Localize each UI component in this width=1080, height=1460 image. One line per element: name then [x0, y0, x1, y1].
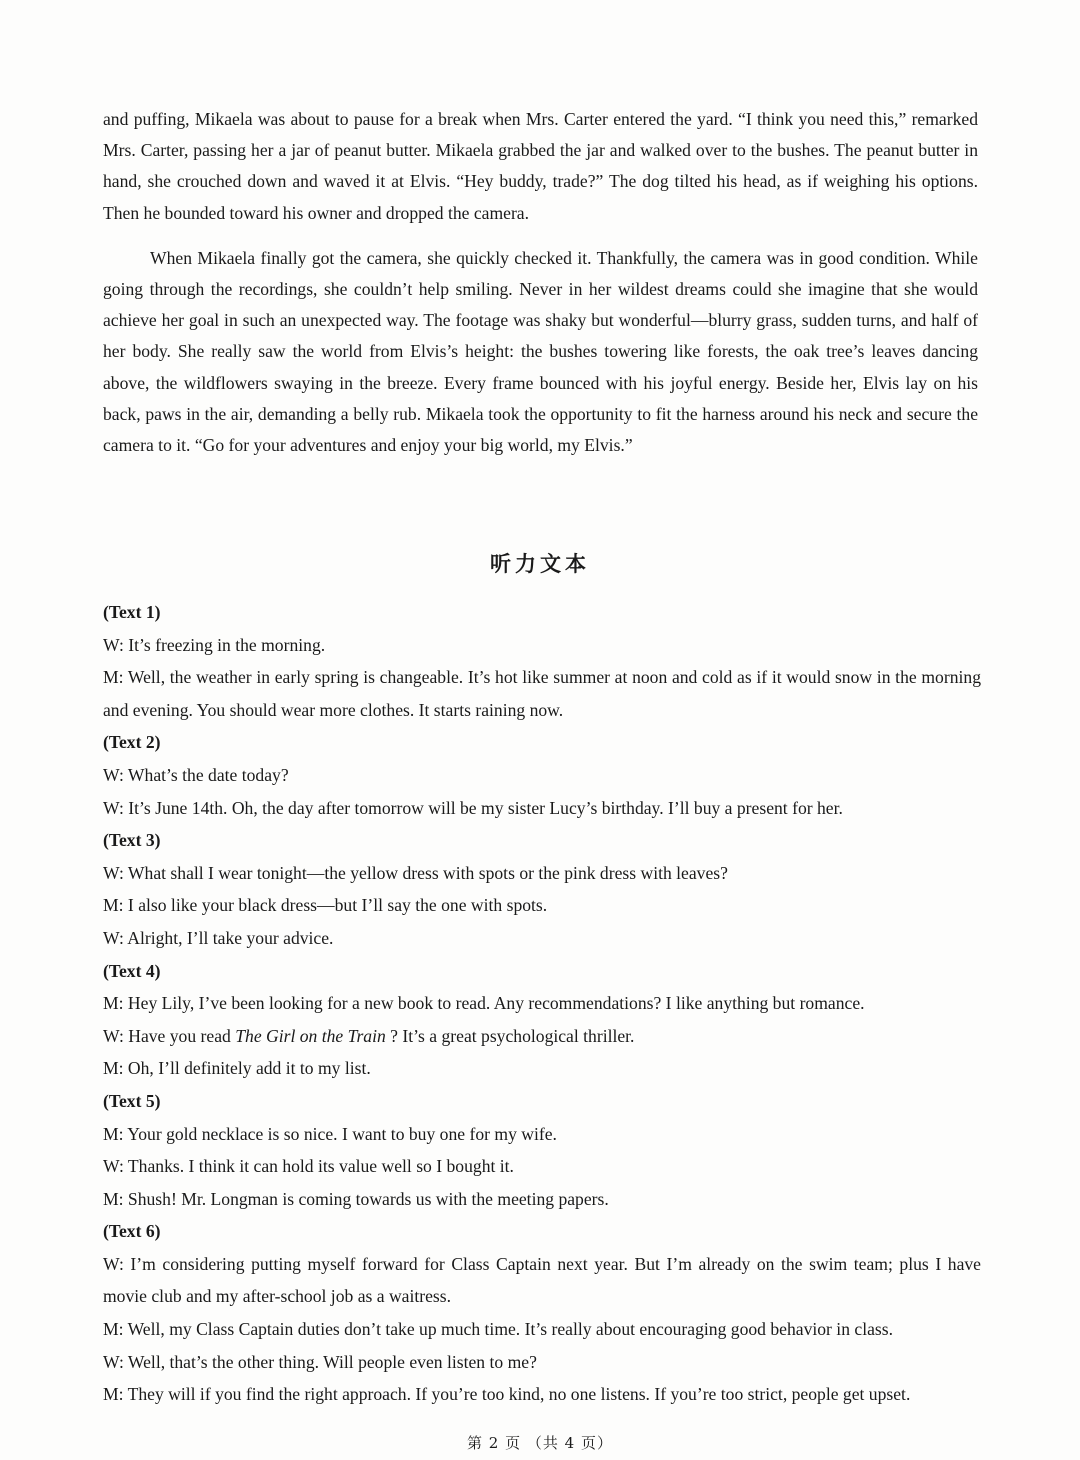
story-paragraph: When Mikaela finally got the camera, she quickly checked it. Thankfully, the camera was in good condition. While going through the recordings, she couldn’t help smiling. Never in her wildest dreams could she imagine that she would achieve her goal in such an unexpected way. The footage was shaky but wonderful—blurry grass, sudden turns, and half of her body. She really saw the world from Elvis’s height: the bushes towering like forests, the oak tree’s leaves dancing above, the wildflowers swaying in the breeze. Every frame bounced with his joyful energy. Beside her, Elvis lay on his back, paws in the air, demanding a belly rub. Mikaela took the opportunity to fit the harness around his neck and secure the camera to it. “Go for your adventures and enjoy your big world, my Elvis.”	[103, 247, 978, 456]
text-heading: (Text 6)	[103, 1221, 161, 1242]
dialogue-line: W: Well, that’s the other thing. Will people even listen to me?	[103, 1351, 537, 1372]
listening-transcript	[103, 596, 981, 1411]
text-heading: (Text 5)	[103, 1090, 161, 1111]
section-title: 听力文本	[490, 551, 590, 576]
text-heading: (Text 4)	[103, 960, 161, 981]
dialogue-line: M: I also like your black dress—but I’ll say the one with spots.	[103, 895, 548, 916]
dialogue-line: M: They will if you find the right approach. If you’re too kind, no one listens. If you’re too strict, people get upset.	[103, 1384, 911, 1405]
text-heading: (Text 2)	[103, 732, 161, 753]
page-number-footer: 第 2 页 （共 4 页）	[467, 1434, 613, 1452]
dialogue-line: M: Shush! Mr. Longman is coming towards us with the meeting papers.	[103, 1188, 609, 1209]
dialogue-line: W: It’s freezing in the morning.	[103, 634, 326, 655]
dialogue-line: M: Your gold necklace is so nice. I want to buy one for my wife.	[103, 1123, 557, 1144]
dialogue-line: W: Thanks. I think it can hold its value well so I bought it.	[103, 1156, 514, 1177]
text-heading: (Text 3)	[103, 830, 161, 851]
book-title: The Girl on the Train	[235, 1025, 386, 1046]
story-section	[103, 104, 978, 461]
dialogue-line: W: I’m considering putting myself forward for Class Captain next year. But I’m already on the swim team; plus I have movie club and my after-school job as a waitress.	[103, 1253, 981, 1307]
dialogue-line: W: It’s June 14th. Oh, the day after tomorrow will be my sister Lucy’s birthday. I’ll buy a present for her.	[103, 797, 843, 818]
text-heading: (Text 1)	[103, 602, 161, 622]
dialogue-line: M: Well, my Class Captain duties don’t take up much time. It’s really about encouraging good behavior in class.	[103, 1319, 893, 1340]
dialogue-line: W: What’s the date today?	[103, 764, 289, 785]
dialogue-line	[103, 1020, 981, 1053]
story-paragraph: and puffing, Mikaela was about to pause for a break when Mrs. Carter entered the yard. “I think you need this,” remarked Mrs. Carter, passing her a jar of peanut butter. Mikaela grabbed the jar and walked over to the bushes. The peanut butter in hand, she crouched down and waved it at Elvis. “Hey buddy, trade?” The dog tilted his head, as if weighing his options. Then he bounded toward his owner and dropped the camera.	[103, 109, 978, 223]
dialogue-line: M: Oh, I’ll definitely add it to my list.	[103, 1058, 371, 1079]
dialogue-line: W: What shall I wear tonight—the yellow dress with spots or the pink dress with leaves?	[103, 862, 728, 883]
dialogue-line: M: Hey Lily, I’ve been looking for a new book to read. Any recommendations? I like anything but romance.	[103, 993, 865, 1014]
dialogue-line: M: Well, the weather in early spring is changeable. It’s hot like summer at noon and cold as if it would snow in the morning and evening. You should wear more clothes. It starts raining now.	[103, 667, 981, 720]
dialogue-line: W: Alright, I’ll take your advice.	[103, 927, 334, 948]
dialogue-text: ? It’s a great psychological thriller.	[385, 1025, 635, 1046]
dialogue-text: W: Have you read	[103, 1025, 236, 1046]
